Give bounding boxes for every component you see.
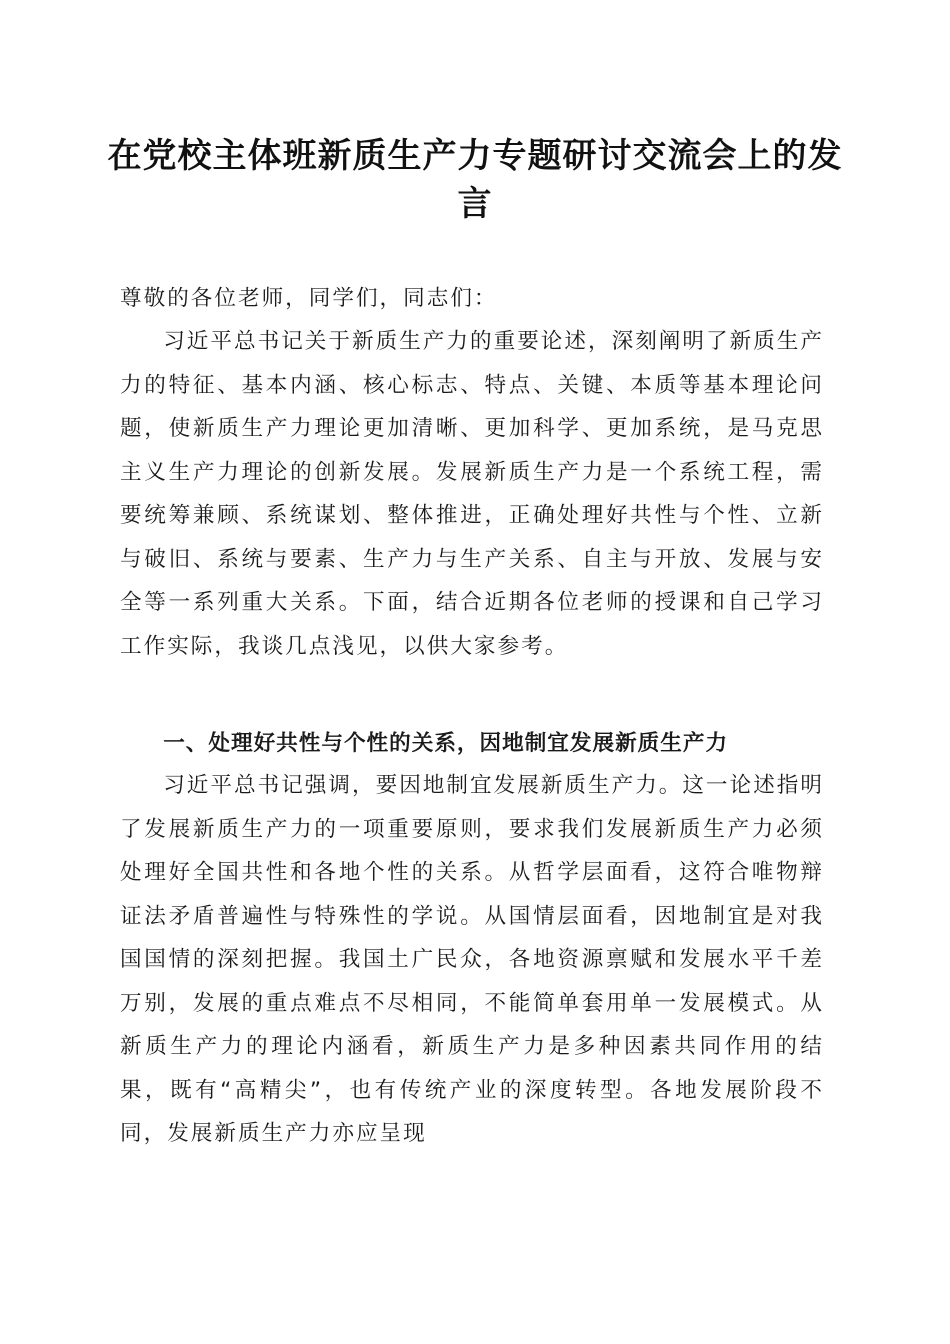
section-paragraph: 习近平总书记强调，要因地制宜发展新质生产力。这一论述指明了发展新质生产力的一项重要原则，要求我们发展新质生产力必须处理好全国共性和各地个性的关系。从哲学层面看，这符合唯物辩证法矛盾普遍性与特殊性的学说。从国情层面看，因地制宜是对我国国情的深刻把握。我国土广民众，各地资源禀赋和发展水平千差万别，发展的重点难点不尽相同，不能简单套用单一发展模式。从新质生产力的理论内涵看，新质生产力是多种因素共同作用的结果，既有“高精尖”，也有传统产业的深度转型。各地发展阶段不同，发展新质生产力亦应呈现 xyxy=(120,773,824,1146)
intro-paragraph: 习近平总书记关于新质生产力的重要论述，深刻阐明了新质生产力的特征、基本内涵、核心标志、特点、关键、本质等基本理论问题，使新质生产力理论更加清晰、更加科学、更加系统，是马克思主义生产力理论的创新发展。发展新质生产力是一个系统工程，需要统筹兼顾、系统谋划、整体推进，正确处理好共性与个性、立新与破旧、系统与要素、生产力与生产关系、自主与开放、发展与安全等一系列重大关系。下面，结合近期各位老师的授课和自己学习工作实际，我谈几点浅见，以供大家参考。 xyxy=(120,329,824,659)
section-heading: 一、处理好共性与个性的关系，因地制宜发展新质生产力 xyxy=(163,731,729,756)
salutation: 尊敬的各位老师，同学们，同志们： xyxy=(120,286,498,311)
document-title: 在党校主体班新质生产力专题研讨交流会上的发言 xyxy=(107,136,843,224)
